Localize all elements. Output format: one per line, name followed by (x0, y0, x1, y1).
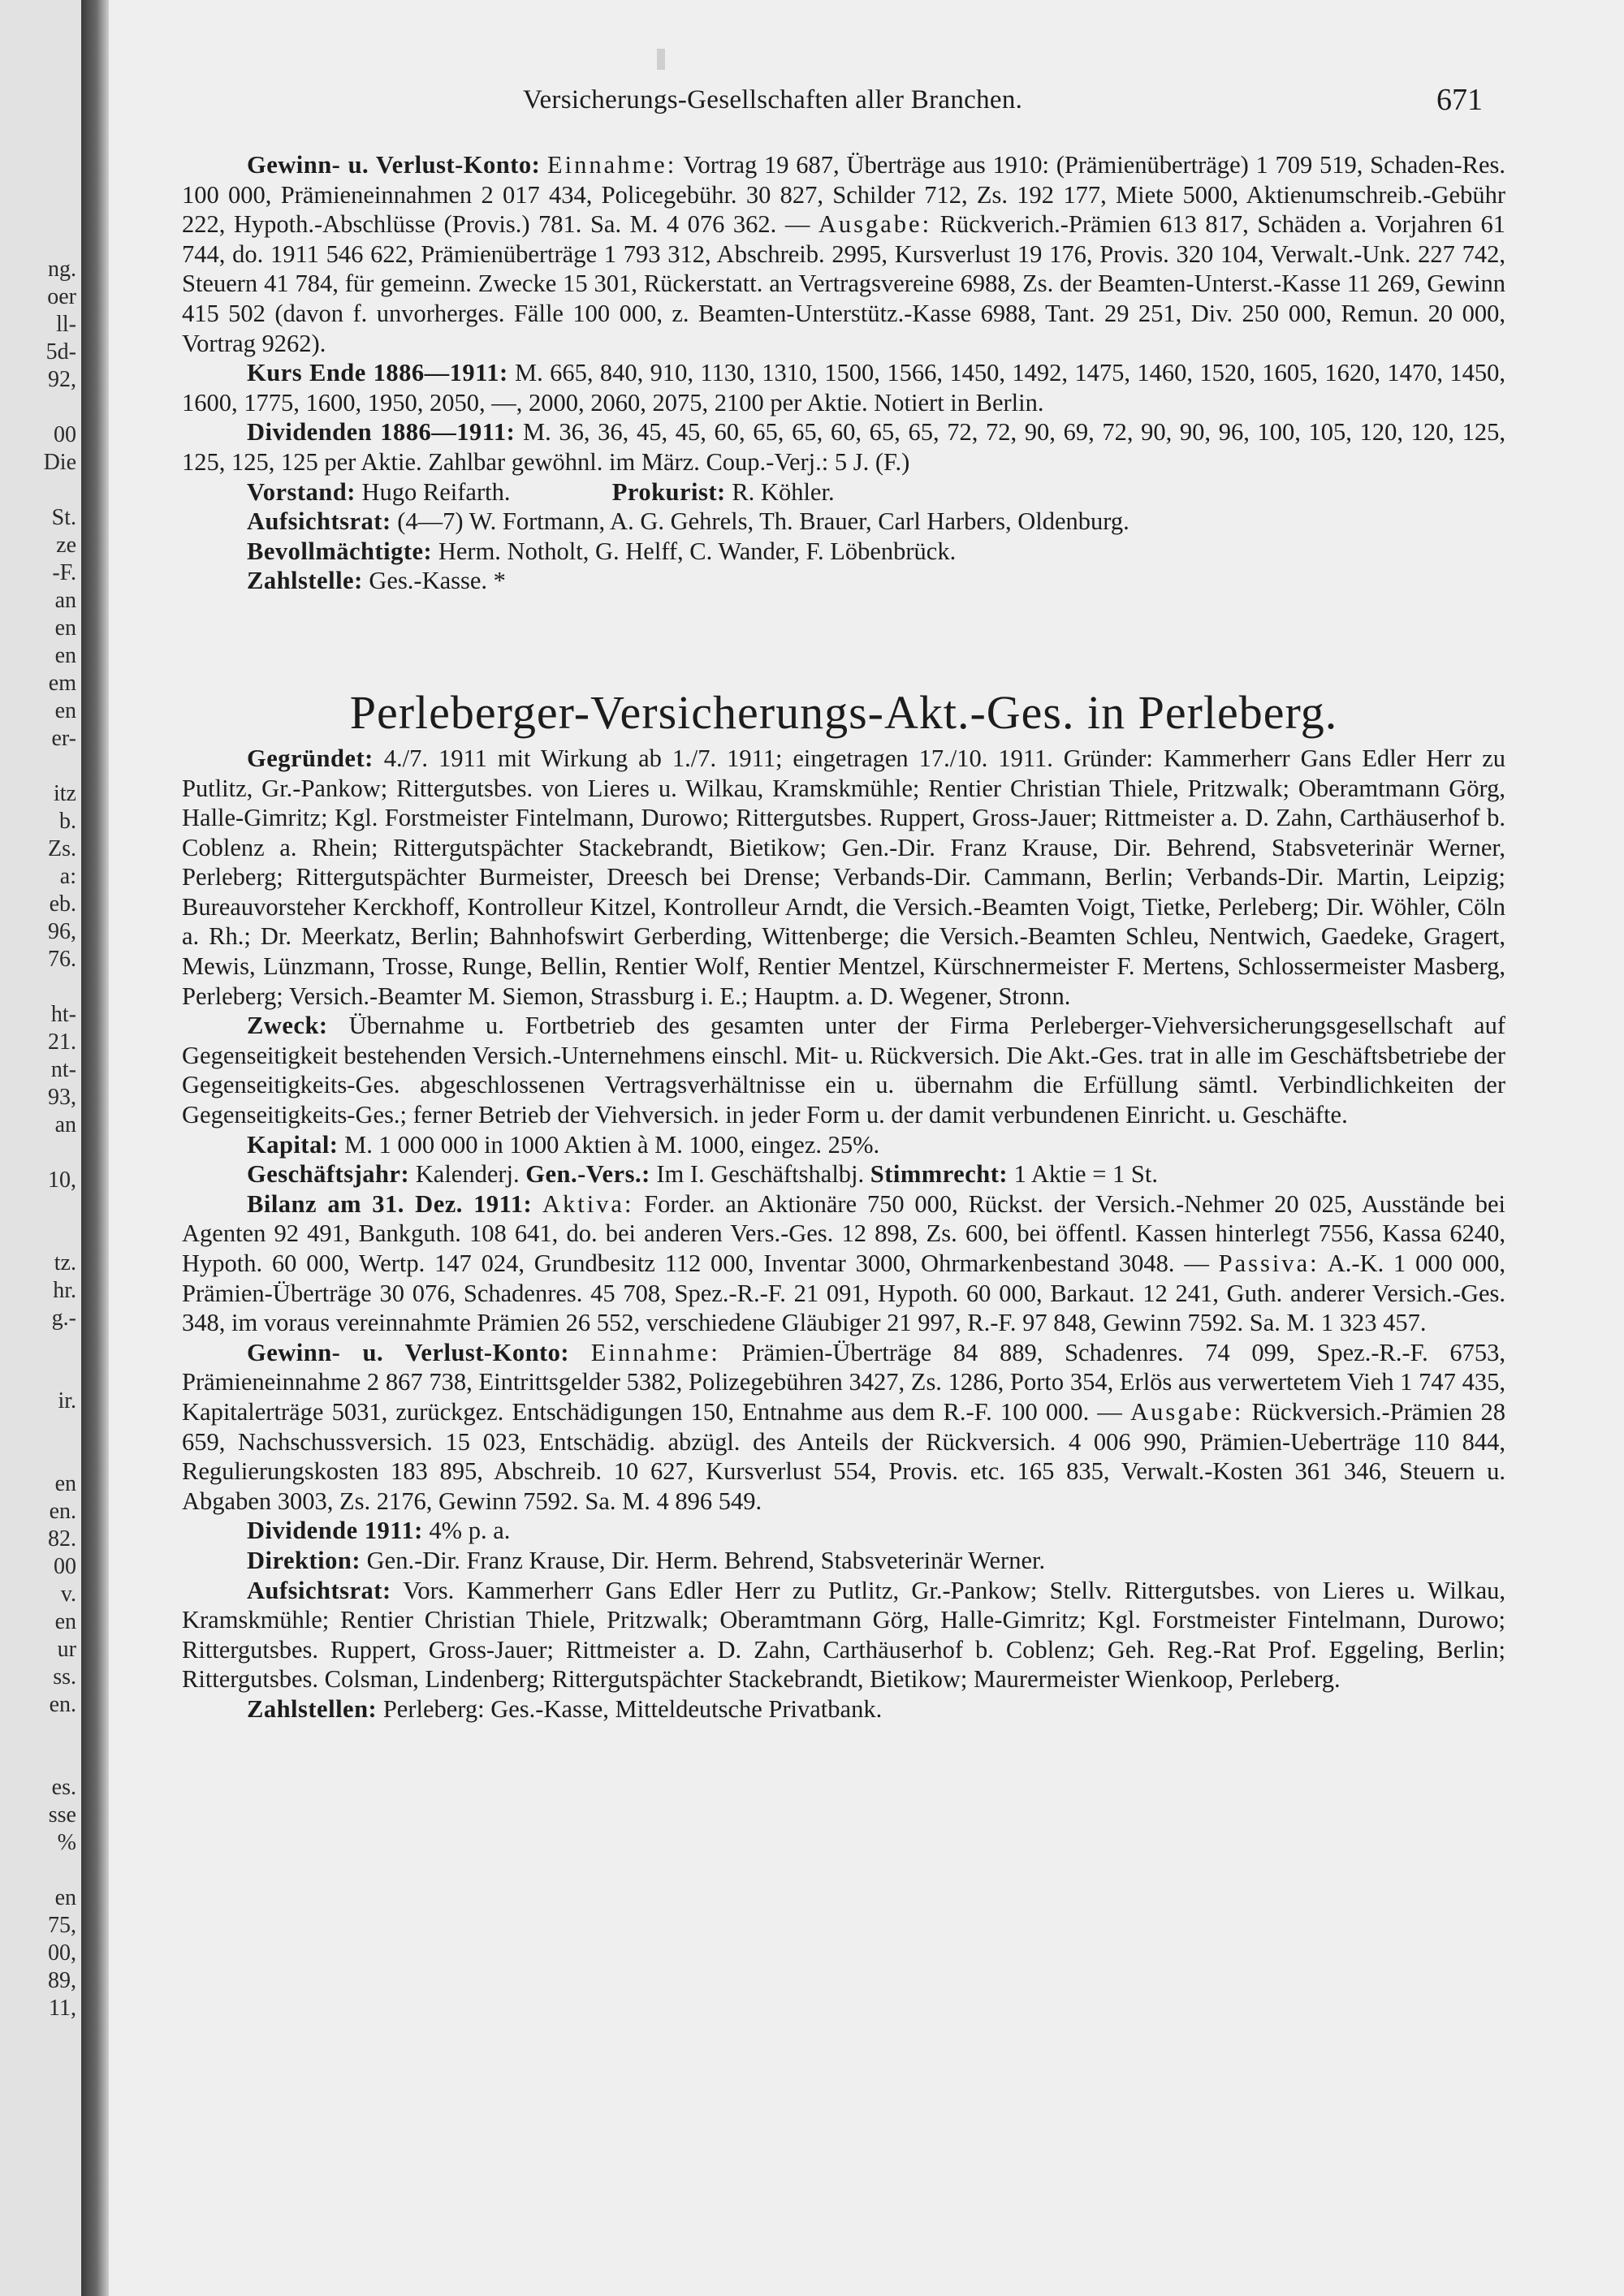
margin-fragment: Zs. (48, 836, 76, 861)
gv-einnahme-label: Einnahme: (547, 151, 677, 179)
margin-fragment (44, 973, 76, 1001)
margin-fragment: 11, (49, 1996, 76, 2021)
margin-fragment: an (54, 588, 76, 613)
gen-vers-label: Gen.-Vers.: (525, 1160, 650, 1189)
zweck-text: Übernahme u. Fortbetrieb des gesamten unter der Firma Perleberger-Viehversicherungsgesellschaft auf Gegenseitigkeit bestehenden Versich.-Unternehmens einschl. Mit- u. Rückversich. Die Akt.-Ges. trat in alle im Geschäftsbetriebe der Gegenseitigkeits-Ges. abgeschlossenen Vertragsverhältnisse ein u. übernahm die Erfüllung sämtl. Verbindlichkeiten der Gegenseitigkeits-Ges.; ferner Betrieb der Viehversich. in jeder Form u. der damit verbundenen Einricht. u. Geschäfte. (182, 1012, 1505, 1129)
vorstand-paragraph (182, 477, 1505, 507)
margin-fragment: en (54, 1885, 76, 1910)
margin-fragment (44, 1443, 76, 1470)
bevollmaechtigte-label: Bevollmächtigte: (247, 537, 433, 565)
gv-2-einnahme-label: Einnahme: (590, 1338, 720, 1366)
margin-fragment: 89, (48, 1968, 76, 1993)
aufsichtsrat-2-label: Aufsichtsrat: (247, 1576, 391, 1604)
margin-fragment: -F. (52, 560, 76, 585)
gv-konto-paragraph (182, 150, 1505, 358)
margin-fragment (44, 1415, 76, 1443)
geschaeftsjahr-paragraph (182, 1159, 1505, 1189)
adjacent-page-margin (0, 0, 81, 2296)
kurs-paragraph (182, 358, 1505, 417)
margin-fragment: 5d- (45, 339, 76, 365)
direktion-text: Gen.-Dir. Franz Krause, Dir. Herm. Behrend, Stabsveterinär Werner. (366, 1546, 1046, 1574)
geschaeftsjahr-text: Kalenderj. (415, 1160, 520, 1189)
dividende-paragraph (182, 1516, 1505, 1546)
stimmrecht-label: Stimmrecht: (870, 1160, 1009, 1189)
aktiva-label: Aktiva: (542, 1189, 634, 1218)
kapital-label: Kapital: (247, 1130, 339, 1159)
bevollmaechtigte-paragraph (182, 537, 1505, 567)
margin-fragment: % (57, 1830, 76, 1855)
zahlstelle-paragraph (182, 566, 1505, 596)
margin-fragment: 76. (48, 947, 76, 972)
zahlstellen-text: Perleberg: Ges.-Kasse, Mitteldeutsche Privatbank. (382, 1694, 883, 1723)
aufsichtsrat-label: Aufsichtsrat: (247, 507, 391, 536)
margin-fragment: en (54, 643, 76, 668)
margin-fragment: en. (49, 1499, 76, 1524)
dividende-text: 4% p. a. (429, 1517, 511, 1545)
margin-fragment: b. (59, 809, 76, 834)
margin-fragment (44, 1332, 76, 1360)
margin-fragment: ur (57, 1637, 76, 1662)
zahlstelle-text: Ges.-Kasse. * (369, 567, 506, 595)
book-gutter (81, 0, 109, 2296)
margin-fragment: a: (59, 864, 76, 889)
passiva-label: Passiva: (1218, 1249, 1320, 1277)
stimmrecht-text: 1 Aktie = 1 St. (1013, 1160, 1158, 1189)
margin-fragment: em (48, 671, 76, 696)
margin-fragment (44, 1360, 76, 1388)
margin-fragment (44, 394, 76, 421)
margin-fragment: 00, (48, 1940, 76, 1966)
margin-fragment: en (54, 698, 76, 723)
margin-fragment: v. (60, 1582, 76, 1607)
margin-fragment: 00 (54, 422, 76, 447)
margin-fragment: es. (51, 1775, 76, 1800)
direktion-paragraph (182, 1546, 1505, 1576)
margin-fragment: ir. (58, 1388, 76, 1413)
margin-fragment (44, 1139, 76, 1167)
margin-fragment (44, 1746, 76, 1774)
margin-fragment: ss. (53, 1664, 76, 1690)
aktiva-text: Forder. an Aktionäre 750 000, Rückst. der Versich.-Nehmer 20 025, Ausstände bei Agenten 92 491, Bankguth. 108 641, do. bei anderen Vers.-Ges. 12 898, Zs. 600, bei öffentl. Kassen hinterlegt 7556, Kassa 6240, Hypoth. 60 000, Wertp. 147 024, Grundbesitz 112 000, Inventar 3000, Ohrmarkenbestand 3048. — (182, 1189, 1505, 1277)
bevollmaechtigte-text: Herm. Notholt, G. Helff, C. Wander, F. Löbenbrück. (438, 537, 957, 565)
gen-vers-text: Im I. Geschäftshalbj. (656, 1160, 865, 1189)
gv-ausgabe-text: Rückverich.-Prämien 613 817, Schäden a. Vorjahren 61 744, do. 1911 546 622, Prämienüberträge 1 793 312, Abschreib. 2995, Kursverlust 19 176, Provis. 320 104, Verwalt.-Unk. 227 742, Steuern 41 784, für gemeinn. Zwecke 15 301, Rückerstatt. an Vertragsvereine 6988, Zs. der Beamten-Unterst.-Kasse 11 269, Gewinn 415 502 (davon f. unvorherges. Fälle 100 000, z. Beamten-Unterstütz.-Kasse 6988, Tant. 29 251, Div. 250 000, Remun. 20 000, Vortrag 9262). (182, 210, 1506, 357)
gegruendet-text: 4./7. 1911 mit Wirkung ab 1./7. 1911; eingetragen 17./10. 1911. Gründer: Kammerherr Gans Edler Herr zu Putlitz, Gr.-Pankow; Rittergutsbes. von Lieres u. Wilkau, Kramskmühle; Rentier Christian Thiele, Pritzwalk; Oberamtmann Görg, Halle-Gimritz; Kgl. Forstmeister Fintelmann, Durowo; Rittergutsbes. Ruppert, Gross-Jauer; Rittmeister a. D. Zahn, Carthäuserhof b. Coblenz a. Rhein; Rittergutspächter Stackebrandt, Bietikow; Gen.-Dir. Franz Krause, Dir. Behrend, Stabsveterinär Werner, Perleberg; Rittergutspächter Burmeister, Dreesch bei Drense; Verbands-Dir. Cammann, Berlin; Verbands-Dir. Martin, Leipzig; Bureauvorsteher Kerckhoff, Kontrolleur Kitzel, Kontrolleur Arndt, die Versich.-Beamten Voigt, Tietke, Perleberg; Dir. Wöhler, Cöln a. Rh.; Dr. Meerkatz, Berlin; Bahnhofswirt Gerberding, Wittenberge; die Versich.-Beamten Schleu, Nentwich, Gaedeke, Gragert, Mewis, Lünzmann, Trosse, Runge, Bellin, Rentier Wolf, Rentier Mentzel, Kürschnermeister F. Mertens, Schlossermeister Masberg, Perleberg; Versich.-Beamter M. Siemon, Strassburg i. E.; Hauptm. a. D. Wegener, Stronn. (182, 744, 1505, 1010)
margin-fragment: sse (48, 1802, 76, 1828)
margin-fragment: en (54, 615, 76, 641)
prokurist-text: R. Köhler. (732, 477, 835, 506)
margin-fragment: ht- (50, 1002, 76, 1027)
aufsichtsrat-2-paragraph (182, 1576, 1505, 1694)
gv-konto-label: Gewinn- u. Verlust-Konto: (247, 151, 541, 179)
margin-fragment: ll- (56, 312, 76, 337)
aufsichtsrat-2-text: Vors. Kammerherr Gans Edler Herr zu Putlitz, Gr.-Pankow; Stellv. Rittergutsbes. von Lieres u. Wilkau, Kramskmühle; Rentier Christian Thiele, Pritzwalk; Oberamtmann Görg, Halle-Gimritz; Kgl. Forstmeister Fintelmann, Durowo; Rittergutsbes. Ruppert, Gross-Jauer; Rittmeister a. D. Zahn, Carthäuserhof b. Coblenz; Geh. Reg.-Rat Prof. Eggeling, Berlin; Rittergutsbes. Colsman, Lindenberg; Rittergutspächter Stackebrandt, Bietikow; Maurermeister Wienkoop, Perleberg. (182, 1576, 1505, 1694)
gegruendet-paragraph (182, 744, 1505, 1011)
margin-fragment: Die (43, 450, 76, 475)
dividenden-paragraph (182, 417, 1505, 477)
zahlstellen-label: Zahlstellen: (247, 1694, 378, 1723)
margin-fragment: ze (56, 533, 76, 558)
bilanz-paragraph (182, 1189, 1505, 1338)
margin-fragment (44, 753, 76, 780)
gv-konto-2-paragraph (182, 1338, 1505, 1517)
margin-fragment: 21. (48, 1029, 76, 1055)
zweck-label: Zweck: (247, 1012, 328, 1040)
passiva-text: A.-K. 1 000 000, Prämien-Überträge 30 076, Schadenres. 45 708, Spez.-R.-F. 21 091, Hypoth. 60 000, Barkaut. 12 241, Guth. anderer Versich.-Ges. 348, im voraus vereinnahmte Prämien 26 552, verschiedene Gläubiger 21 997, R.-F. 97 848, Gewinn 7592. Sa. M. 1 323 457. (182, 1249, 1505, 1337)
margin-fragment (44, 1222, 76, 1249)
margin-fragment (44, 1857, 76, 1884)
margin-fragment: oer (47, 284, 76, 309)
direktion-label: Direktion: (247, 1546, 361, 1574)
bilanz-label: Bilanz am 31. Dez. 1911: (247, 1189, 533, 1218)
margin-fragment (44, 1719, 76, 1746)
page-header (109, 85, 1624, 126)
company-title: Perleberger-Versicherungs-Akt.-Ges. in Perleberg. (349, 685, 1338, 739)
margin-fragment: 10, (48, 1167, 76, 1193)
ornament-mark (657, 49, 665, 70)
zahlstellen-paragraph (182, 1694, 1505, 1724)
gv-2-ausgabe-text: Rückversich.-Prämien 28 659, Nachschussversich. 15 023, Entschädig. abzügl. des Anteils der Rückversich. 4 006 990, Prämien-Ueberträge 110 844, Regulierungskosten 183 895, Abschreib. 10 627, Kursverlust 554, Provis. etc. 165 835, Verwalt.-Kosten 361 346, Steuern u. Abgaben 3003, Zs. 2176, Gewinn 7592. Sa. M. 4 896 549. (182, 1397, 1506, 1515)
margin-fragment: en (54, 1609, 76, 1634)
margin-fragment: 00 (54, 1554, 76, 1579)
margin-fragment (44, 1194, 76, 1222)
dividende-label: Dividende 1911: (247, 1517, 423, 1545)
book-page (109, 0, 1624, 2296)
margin-fragment: St. (51, 505, 76, 530)
margin-fragment: ng. (48, 257, 76, 282)
gv-ausgabe-label: Ausgabe: (818, 210, 932, 239)
vorstand-label: Vorstand: (247, 477, 356, 506)
aufsichtsrat-paragraph (182, 507, 1505, 537)
dividenden-text: M. 36, 36, 45, 45, 60, 65, 65, 60, 65, 65, 72, 72, 90, 69, 72, 90, 90, 96, 100, 105, 120, 120, 125, 125, 125, 125 per Aktie. Zahlbar gewöhnl. im März. Coup.-Verj.: 5 J. (F.) (182, 418, 1506, 476)
margin-fragment: itz (54, 781, 76, 806)
gv-konto-2-label: Gewinn- u. Verlust-Konto: (247, 1338, 570, 1366)
kapital-paragraph (182, 1130, 1505, 1160)
margin-fragment: nt- (50, 1057, 76, 1082)
margin-fragment: hr. (53, 1278, 76, 1303)
vorstand-text: Hugo Reifarth. (361, 477, 511, 506)
zahlstelle-label: Zahlstelle: (247, 567, 363, 595)
adjacent-page-fragments (44, 0, 76, 2022)
margin-fragment (44, 477, 76, 504)
margin-fragment: en (54, 1471, 76, 1496)
margin-fragment: 93, (48, 1085, 76, 1110)
kapital-text: M. 1 000 000 in 1000 Aktien à M. 1000, eingez. 25%. (344, 1130, 880, 1159)
margin-fragment: tz. (54, 1250, 76, 1275)
gv-2-ausgabe-label: Ausgabe: (1130, 1397, 1244, 1426)
zweck-paragraph (182, 1011, 1505, 1129)
gegruendet-label: Gegründet: (247, 744, 374, 772)
margin-fragment: 75, (48, 1913, 76, 1938)
kurs-text: M. 665, 840, 910, 1130, 1310, 1500, 1566, 1450, 1492, 1475, 1460, 1520, 1605, 1620, 1470, 1450, 1600, 1775, 1600, 1950, 2050, —, 2000, 2060, 2075, 2100 per Aktie. Notiert in Berlin. (182, 359, 1505, 416)
gv-2-einnahme-text: Prämien-Überträge 84 889, Schadenres. 74 099, Spez.-R.-F. 6753, Prämieneinnahme 2 867 738, Eintrittsgelder 5382, Polizegebühren 3427, Zs. 1286, Porto 354, Erlös aus verwertetem Vieh 1 747 435, Kapitalerträge 5031, zurückgez. Entschädigungen 150, Entnahme aus dem R.-F. 100 000. — (182, 1338, 1506, 1426)
margin-fragment: er- (51, 726, 76, 751)
kurs-label: Kurs Ende 1886—1911: (247, 359, 508, 387)
margin-fragment: g.- (51, 1306, 76, 1331)
geschaeftsjahr-label: Geschäftsjahr: (247, 1160, 410, 1189)
margin-fragment: 96, (48, 919, 76, 944)
margin-fragment: eb. (49, 891, 76, 917)
text-column (182, 150, 1505, 1724)
running-title: Versicherungs-Gesellschaften aller Branchen. (523, 85, 1023, 114)
prokurist-label: Prokurist: (611, 477, 726, 506)
dividenden-label: Dividenden 1886—1911: (247, 418, 516, 447)
page-number: 671 (1436, 83, 1483, 117)
margin-fragment: an (54, 1112, 76, 1137)
aufsichtsrat-text: (4—7) W. Fortmann, A. G. Gehrels, Th. Brauer, Carl Harbers, Oldenburg. (397, 507, 1129, 536)
margin-fragment: 92, (48, 367, 76, 392)
gv-einnahme-text: Vortrag 19 687, Überträge aus 1910: (Prämienüberträge) 1 709 519, Schaden-Res. 100 000, Prämieneinnahmen 2 017 434, Policegebühr. 30 827, Schilder 712, Zs. 192 177, Miete 5000, Aktienumschreib.-Gebühr 222, Hypoth.-Abschlüsse (Provis.) 781. Sa. M. 4 076 362. — (182, 151, 1506, 239)
margin-fragment: 82. (48, 1526, 76, 1552)
margin-fragment: en. (49, 1692, 76, 1717)
